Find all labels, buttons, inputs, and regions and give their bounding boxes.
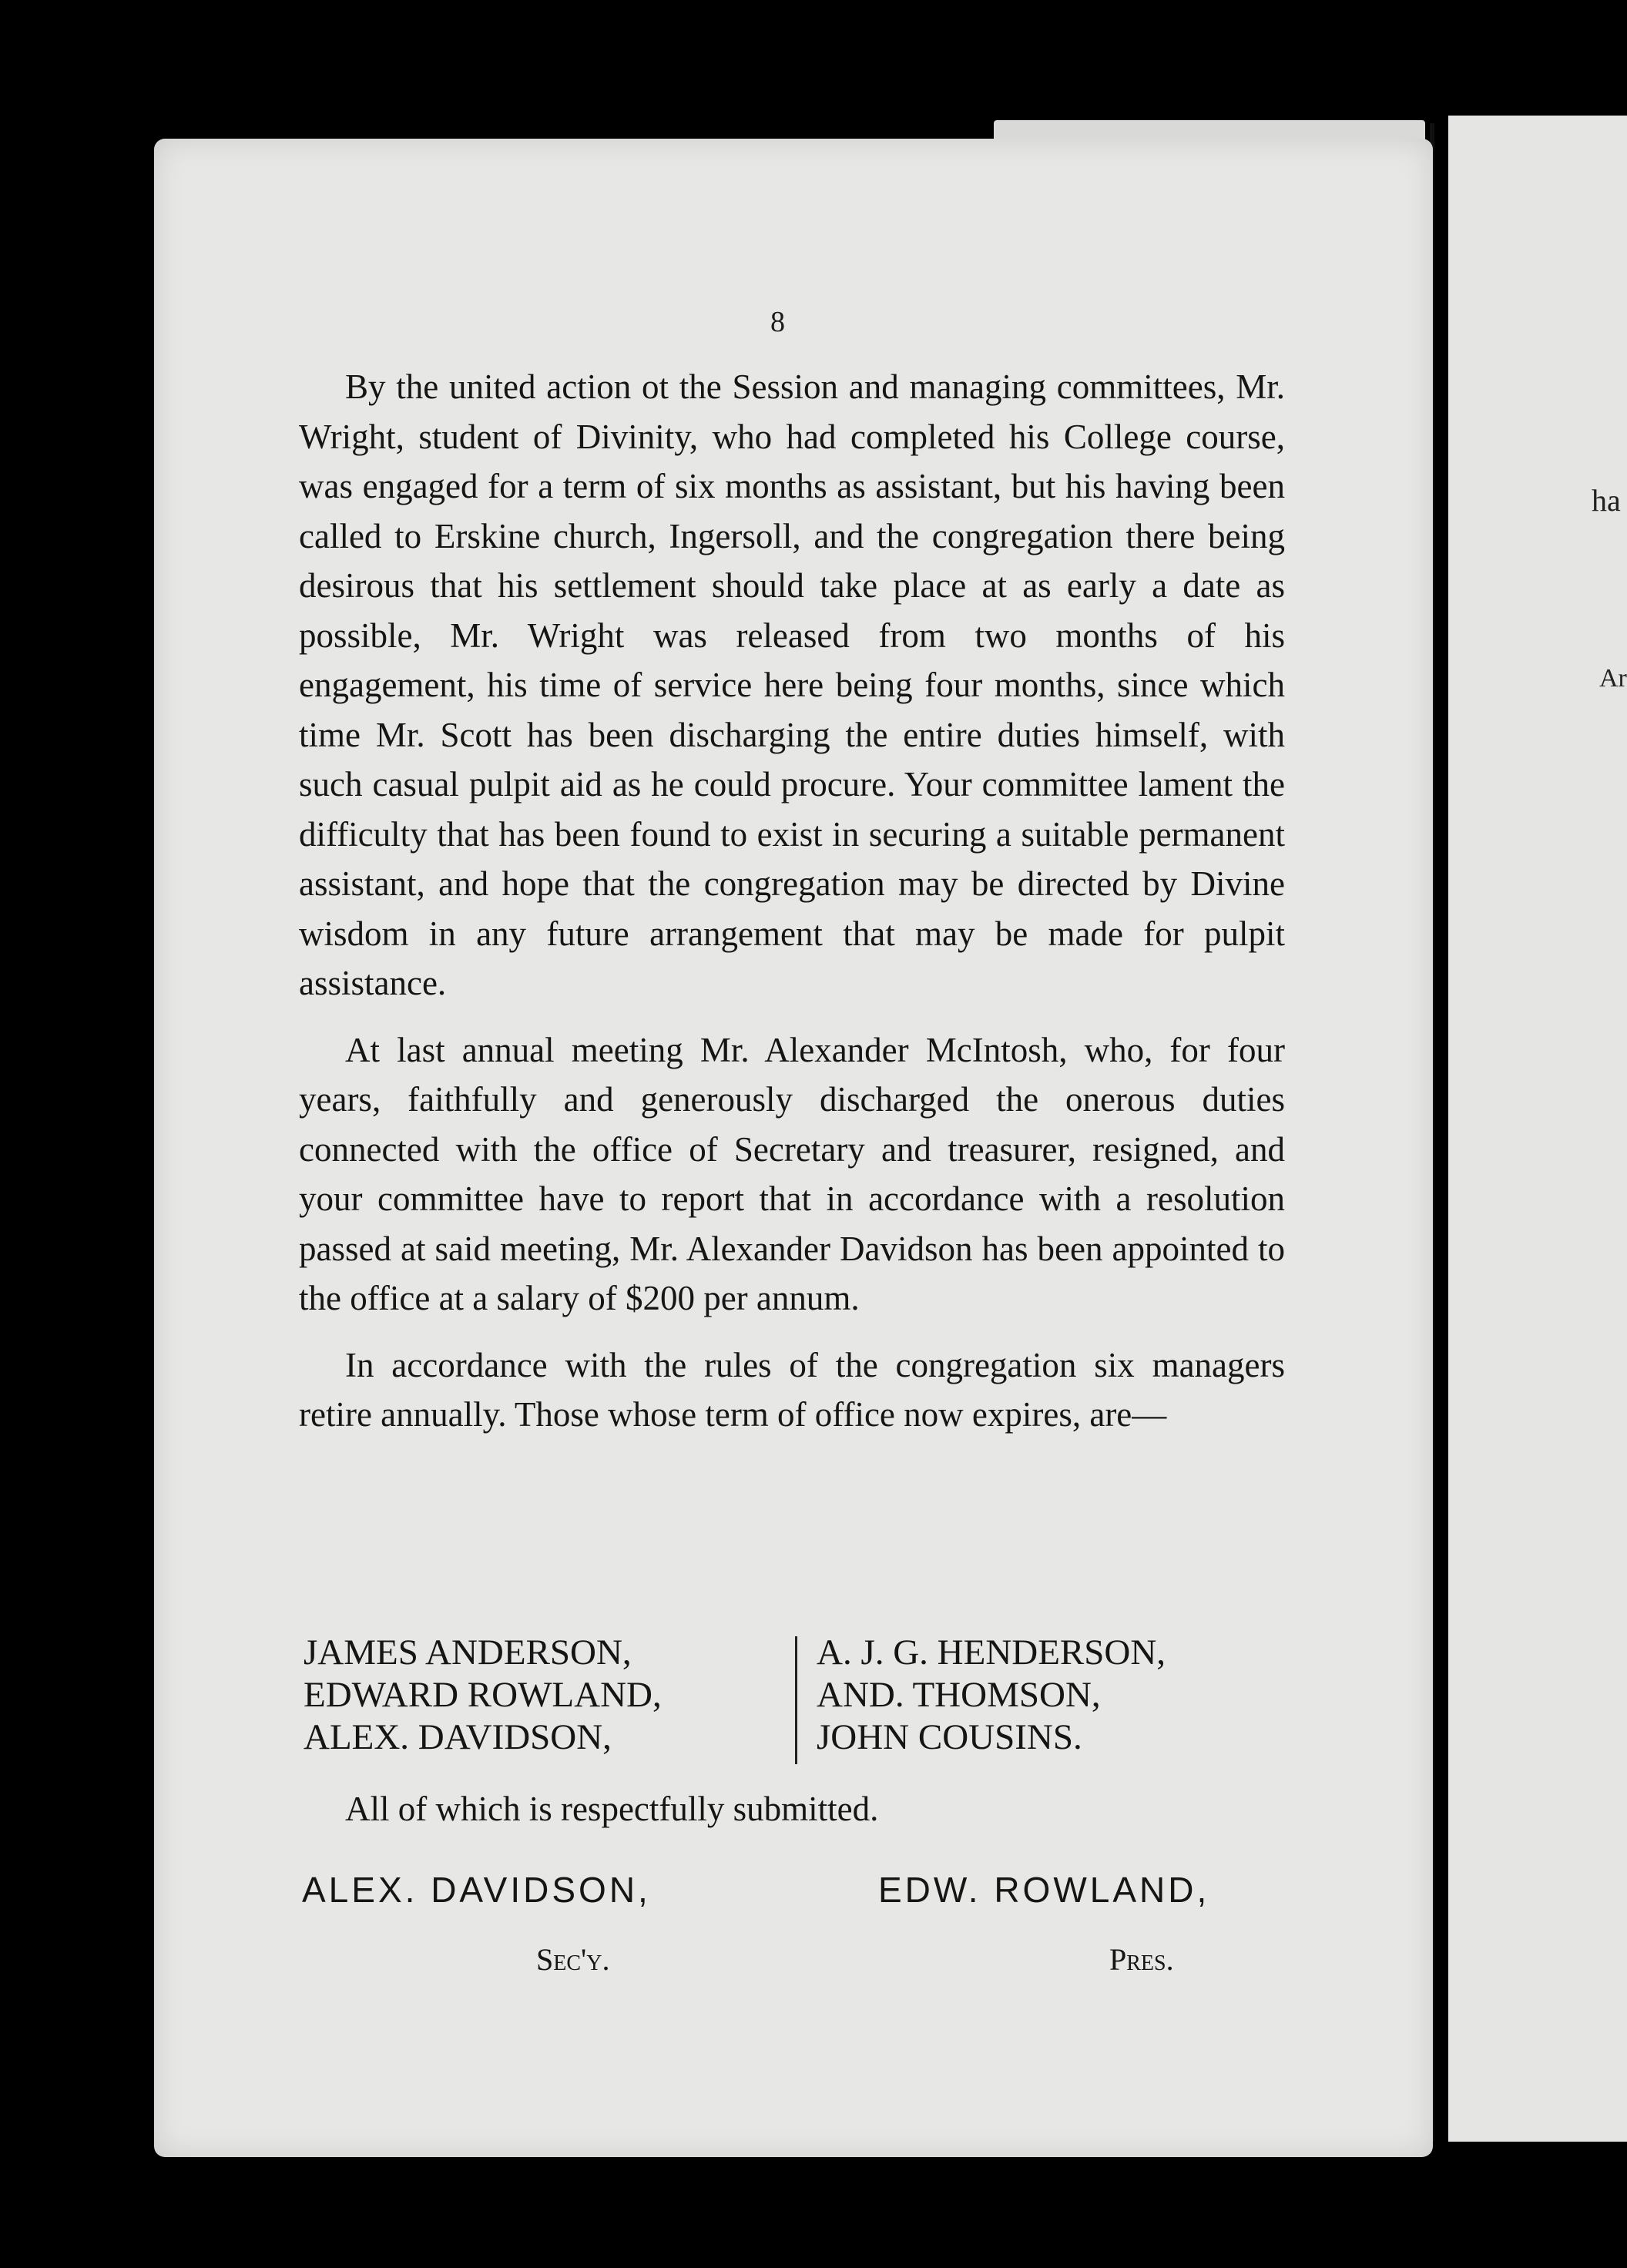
facing-page-fragment: Ar xyxy=(1599,664,1627,693)
manager-name: JAMES ANDERSON, xyxy=(304,1632,632,1672)
president-signature-name: EDW. ROWLAND, xyxy=(878,1870,1210,1910)
secretary-signature-name: ALEX. DAVIDSON, xyxy=(302,1870,651,1910)
secretary-title: Sec'y. xyxy=(536,1942,610,1977)
facing-page xyxy=(1448,116,1627,2142)
manager-name: AND. THOMSON, xyxy=(817,1675,1101,1715)
president-title: Pres. xyxy=(1109,1942,1174,1977)
paragraph: By the united action ot the Session and managing committees, Mr. Wright, student of Divinity, who had completed his College course, was engaged for a term of six months as assistant, but his having been called to Erskine church, Ingersoll, and the congregation there being desirous that his settlement should take place at as early a date as possible, Mr. Wright was released from two months of his engagement, his time of service here being four months, since which time Mr. Scott has been discharging the entire duties himself, with such casual pulpit aid as he could procure. Your committee lament the difficulty that has been found to exist in securing a suitable permanent assistant, and hope that the congregation may be directed by Divine wisdom in any future arrangement that may be made for pulpit assistance. xyxy=(299,367,1285,1002)
managers-column-right xyxy=(817,1632,1166,1759)
paragraph: In accordance with the rules of the congregation six managers retire annually. Those whose term of office now expires, are— xyxy=(299,1345,1285,1434)
manager-name: ALEX. DAVIDSON, xyxy=(304,1717,612,1757)
facing-page-fragment: ha xyxy=(1592,483,1621,518)
manager-name: EDWARD ROWLAND, xyxy=(304,1675,662,1715)
retiring-managers-list xyxy=(304,1632,1274,1767)
paragraph: At last annual meeting Mr. Alexander McIntosh, who, for four years, faithfully and generously discharged the onerous duties connected with the office of Secretary and treasurer, resigned, and your committee have to report that in accordance with a resolution passed at said meeting, Mr. Alexander Davidson has been appointed to the office at a salary of $200 per annum. xyxy=(299,1030,1285,1317)
closing-line: All of which is respectfully submitted. xyxy=(345,1790,879,1828)
manager-name: A. J. G. HENDERSON, xyxy=(817,1632,1166,1672)
manager-name: JOHN COUSINS. xyxy=(817,1717,1082,1757)
page-number: 8 xyxy=(770,306,785,338)
body-text xyxy=(299,362,1285,1440)
managers-column-left xyxy=(304,1632,662,1759)
column-divider xyxy=(795,1636,797,1764)
